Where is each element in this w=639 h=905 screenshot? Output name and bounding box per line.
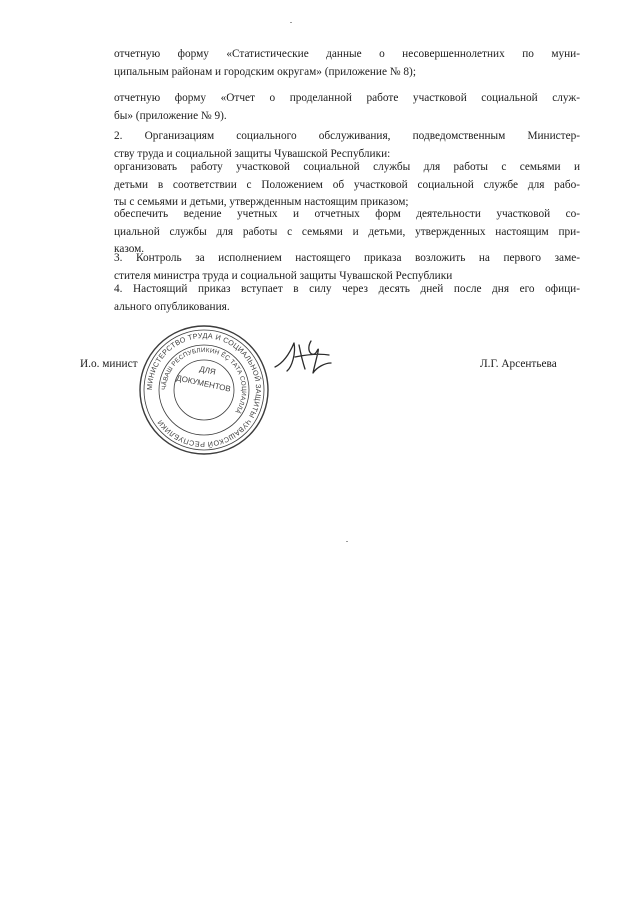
svg-text:ДЛЯ: ДЛЯ bbox=[198, 364, 217, 377]
handwritten-signature bbox=[265, 333, 355, 383]
clause-4: 4. Настоящий приказ вступает в силу через десять дней после дня его офици- ального опубликования. bbox=[114, 283, 580, 313]
clause-2: 2. Организациям социального обслуживания, подведомственным Министер- ству труда и социальной защиты Чувашской Республики: bbox=[114, 130, 580, 160]
svg-text:ДОКУМЕНТОВ: ДОКУМЕНТОВ bbox=[175, 373, 232, 394]
scan-speck bbox=[346, 541, 348, 542]
list-item-form-8: отчетную форму «Статистические данные о несовершеннолетних по муни- ципальным районам и городским округам» (приложение № 8); bbox=[114, 48, 580, 78]
svg-text:МИНИСТЕРСТВО ТРУДА И СОЦИАЛЬНО: МИНИСТЕРСТВО ТРУДА И СОЦИАЛЬНОЙ ЗАЩИТЫ ЧУВАШСКОЙ РЕСПУБЛИКИ bbox=[144, 330, 264, 450]
clause-2-item-1: организовать работу участковой социальной службы для работы с семьями и детьми в соответствии с Положением об участковой социальной службе для рабо- ты с семьями и детьми, утвержденным настоящим приказом; bbox=[114, 161, 580, 209]
signatory-name: Л.Г. Арсентьева bbox=[480, 358, 557, 370]
svg-text:ЧӐВАШ РЕСПУБЛИКИН ӖҪ ТАТА СОЦИ: ЧӐВАШ РЕСПУБЛИКИН ӖҪ ТАТА СОЦИАЛЛӐ bbox=[160, 346, 248, 415]
clause-2-item-2: обеспечить ведение учетных и отчетных форм деятельности участковой со- циальной службы для работы с семьями и детьми, утвержденных настоящим при- казом. bbox=[114, 208, 580, 256]
official-seal bbox=[137, 323, 271, 457]
signatory-title: И.о. минист bbox=[80, 358, 138, 370]
list-item-form-9: отчетную форму «Отчет о проделанной работе участковой социальной служ- бы» (приложение № 9). bbox=[114, 92, 580, 122]
scan-speck bbox=[290, 22, 292, 23]
clause-3: 3. Контроль за исполнением настоящего приказа возложить на первого заме- стителя министра труда и социальной защиты Чувашской Республики bbox=[114, 252, 580, 282]
